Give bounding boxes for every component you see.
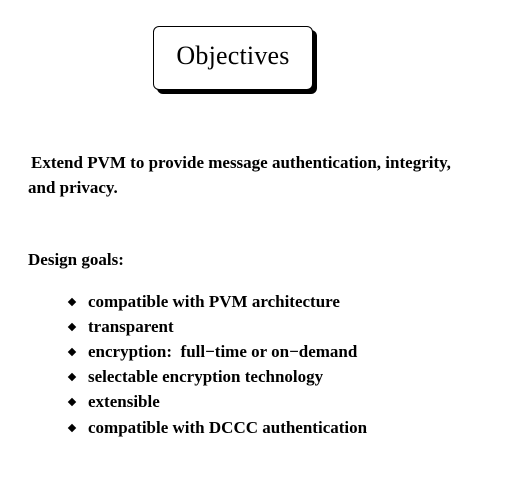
title-box [153, 26, 313, 90]
page-title: Objectives [176, 41, 290, 70]
list-item [66, 314, 367, 339]
list-item-text: compatible with DCCC authentication [88, 417, 368, 437]
list-item-text: encryption: full−time or on−demand [88, 341, 358, 361]
diamond-bullet-icon [68, 323, 76, 331]
list-item-text: transparent [88, 316, 174, 336]
diamond-bullet-icon [68, 398, 76, 406]
diamond-bullet-icon [68, 297, 76, 305]
list-item-text: extensible [88, 392, 160, 412]
list-item [66, 339, 367, 364]
design-goals-list [66, 289, 367, 440]
list-item [66, 289, 367, 314]
list-item [66, 415, 367, 440]
intro-line-2: and privacy. [28, 178, 118, 197]
design-goals-heading: Design goals: [28, 250, 124, 269]
list-item-text: selectable encryption technology [88, 367, 324, 387]
diamond-bullet-icon [68, 373, 76, 381]
list-item-text: compatible with PVM architecture [88, 291, 340, 311]
list-item [66, 390, 367, 415]
intro-paragraph [28, 150, 508, 200]
diamond-bullet-icon [68, 423, 76, 431]
diamond-bullet-icon [68, 348, 76, 356]
list-item [66, 365, 367, 390]
intro-line-1: Extend PVM to provide message authentication, integrity, [31, 153, 451, 172]
